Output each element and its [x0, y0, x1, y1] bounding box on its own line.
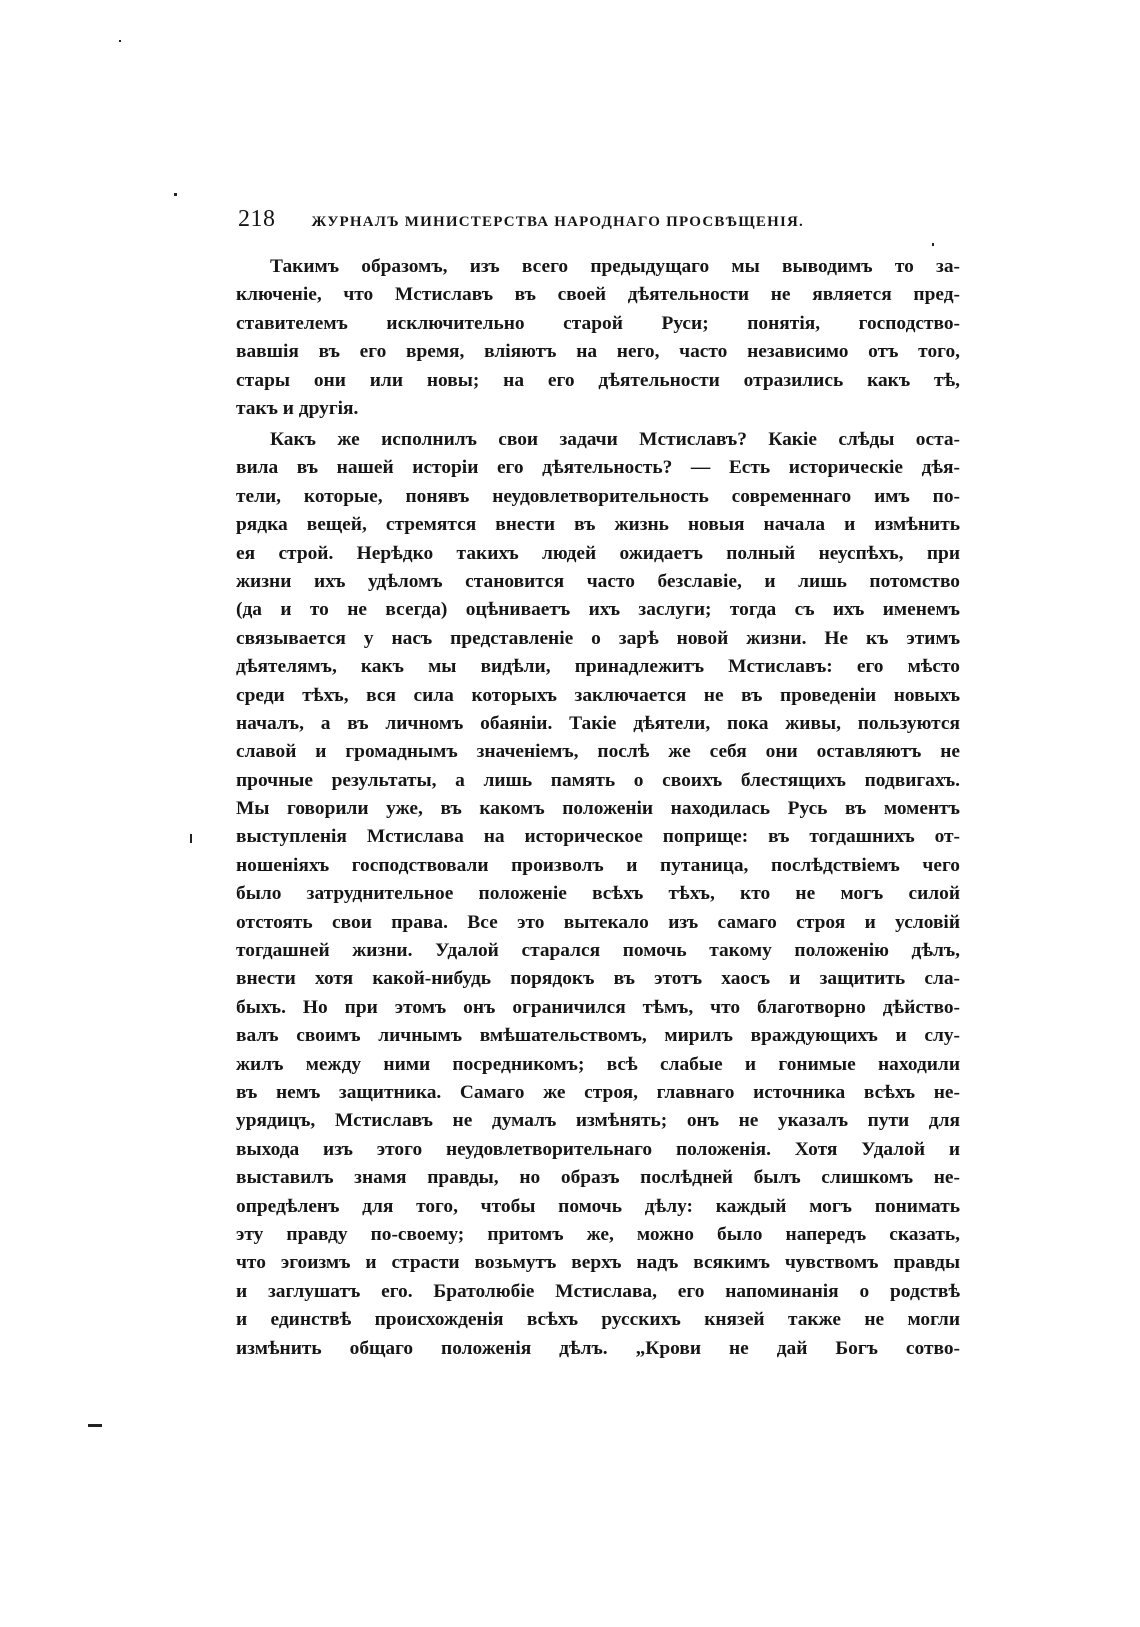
text-line: такъ и другія. [236, 397, 359, 419]
paragraph-1 [236, 253, 960, 423]
text-line: что эгоизмъ и страсти возьмутъ верхъ надъ всякимъ чувствомъ правды [236, 1252, 960, 1274]
text-line: ношеніяхъ господствовали произволъ и путаница, послѣдствіемъ чего [236, 854, 960, 876]
text-line: валъ своимъ личнымъ вмѣшательствомъ, мирилъ враждующихъ и слу- [236, 1025, 960, 1047]
text-line: вила въ нашей исторіи его дѣятельность? — Есть историческіе дѣя- [236, 457, 960, 479]
text-line: отстоять свои права. Все это вытекало изъ самаго строя и условій [236, 911, 960, 933]
text-line: рядка вещей, стремятся внести въ жизнь новыя начала и измѣнить [236, 514, 960, 536]
scan-dash-bottom-left [88, 1424, 102, 1427]
scan-speck-right [932, 243, 934, 246]
scan-speck-margin [190, 834, 192, 843]
text-line: и заглушатъ его. Братолюбіе Мстислава, его напоминанія о родствѣ [236, 1280, 960, 1302]
text-line: въ немъ защитника. Самаго же строя, главнаго источника всѣхъ не- [236, 1081, 960, 1103]
text-line: выставилъ знамя правды, но образъ послѣдней былъ слишкомъ не- [236, 1167, 960, 1189]
text-line: (да и то не всегда) оцѣниваетъ ихъ заслуги; тогда съ ихъ именемъ [236, 599, 960, 621]
text-line: Мы говорили уже, въ какомъ положеніи находилась Русь въ моментъ [236, 798, 960, 820]
scan-speck-top [119, 40, 121, 42]
text-line: урядицъ, Мстиславъ не думалъ измѣнять; онъ не указалъ пути для [236, 1110, 960, 1132]
text-line: среди тѣхъ, вся сила которыхъ заключается не въ проведеніи новыхъ [236, 684, 960, 706]
text-line: выхода изъ этого неудовлетворительнаго положенія. Хотя Удалой и [236, 1138, 960, 1160]
text-line: связывается у насъ представленіе о зарѣ новой жизни. Не къ этимъ [236, 627, 960, 649]
text-line: измѣнить общаго положенія дѣлъ. „Крови не дай Богъ сотво- [236, 1337, 960, 1359]
text-line: тели, которые, понявъ неудовлетворительность современнаго имъ по- [236, 485, 960, 507]
scan-speck-left [174, 193, 177, 196]
text-line: тогдашней жизни. Удалой старался помочь такому положенію дѣлъ, [236, 940, 960, 962]
text-line: началъ, а въ личномъ обаяніи. Такіе дѣятели, пока живы, пользуются [236, 712, 960, 734]
text-line: выступленія Мстислава на историческое поприще: въ тогдашнихъ от- [236, 826, 960, 848]
text-line: эту правду по-своему; притомъ же, можно было напередъ сказать, [236, 1223, 960, 1245]
text-line: ея строй. Нерѣдко такихъ людей ожидаетъ полный неуспѣхъ, при [236, 542, 960, 564]
text-line: было затруднительное положеніе всѣхъ тѣхъ, кто не могъ силой [236, 883, 960, 905]
paragraph-2 [236, 426, 960, 1363]
text-line: славой и громаднымъ значеніемъ, послѣ же себя они оставляютъ не [236, 741, 960, 763]
text-line: жизни ихъ удѣломъ становится часто безславіе, и лишь потомство [236, 570, 960, 592]
text-line: Такимъ образомъ, изъ всего предыдущаго мы выводимъ то за- [270, 256, 960, 277]
text-line: вавшія въ его время, вліяютъ на него, часто независимо отъ того, [236, 341, 960, 363]
text-line: прочные результаты, а лишь память о своихъ блестящихъ подвигахъ. [236, 769, 960, 791]
text-line: опредѣленъ для того, чтобы помочь дѣлу: каждый могъ понимать [236, 1195, 960, 1217]
text-line: стары они или новы; на его дѣятельности отразились какъ тѣ, [236, 369, 960, 391]
text-line: дѣятелямъ, какъ мы видѣли, принадлежитъ Мстиславъ: его мѣсто [236, 656, 960, 678]
running-header [238, 206, 958, 236]
text-line: быхъ. Но при этомъ онъ ограничился тѣмъ, что благотворно дѣйство- [236, 996, 960, 1018]
text-line: и единствѣ происхожденія всѣхъ русскихъ князей также не могли [236, 1309, 960, 1331]
journal-title: ЖУРНАЛЪ МИНИСТЕРСТВА НАРОДНАГО ПРОСВѢЩЕНІЯ. [311, 214, 804, 230]
text-line: жилъ между ними посредникомъ; всѣ слабые и гонимые находили [236, 1053, 960, 1075]
text-line: ключеніе, что Мстиславъ въ своей дѣятельности не является пред- [236, 284, 960, 306]
text-line: Какъ же исполнилъ свои задачи Мстиславъ? Какіе слѣды оста- [270, 429, 960, 450]
text-line: ставителемъ исключительно старой Руси; понятія, господство- [236, 312, 960, 334]
page-number: 218 [238, 206, 276, 232]
text-line: внести хотя какой-нибудь порядокъ въ этотъ хаосъ и защитить сла- [236, 968, 960, 990]
